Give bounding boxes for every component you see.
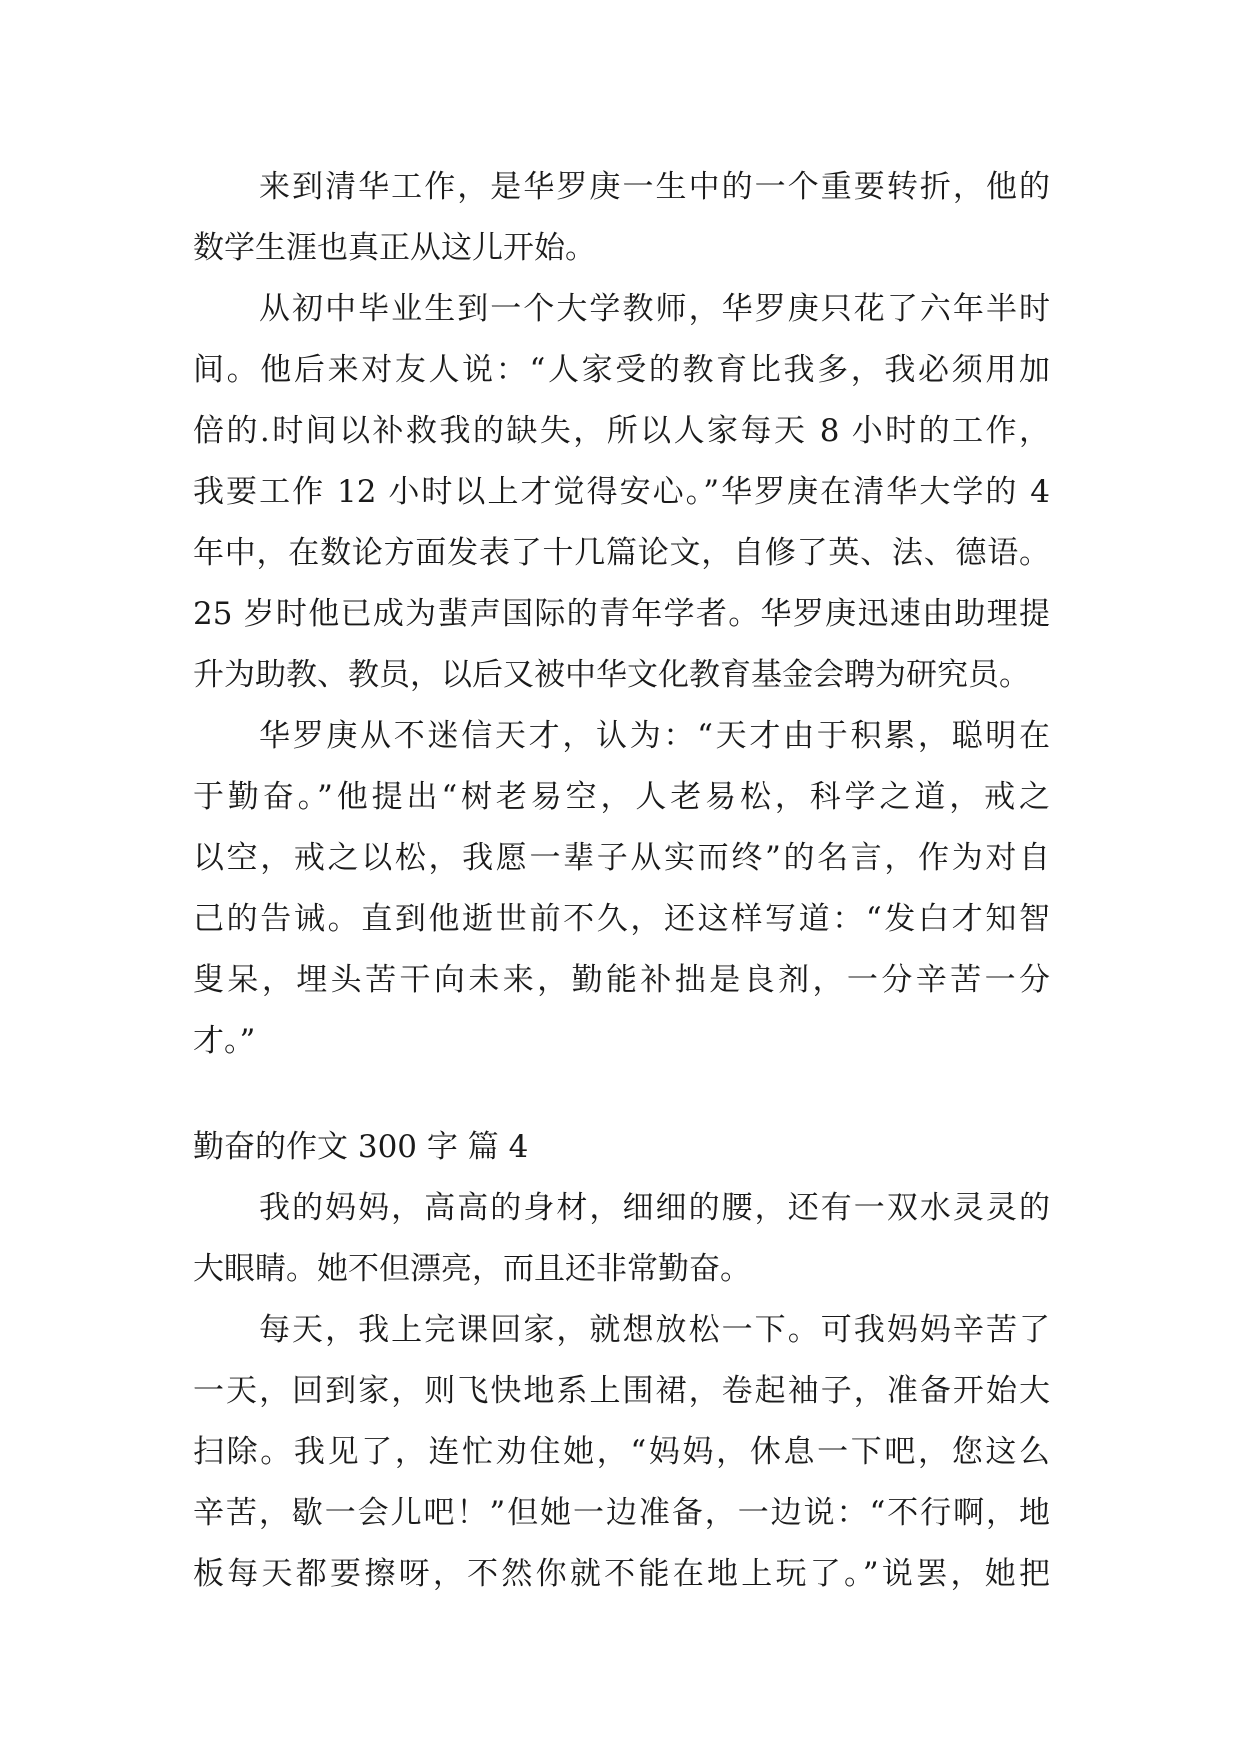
paragraph-line: 以空，戒之以松，我愿一辈子从实而终”的名言，作为对自 — [193, 840, 1050, 876]
paragraph-line: 我的妈妈，高高的身材，细细的腰，还有一双水灵灵的 — [259, 1190, 1050, 1226]
paragraph-line: 大眼睛。她不但漂亮，而且还非常勤奋。 — [193, 1251, 751, 1287]
paragraph-line: 叟呆，埋头苦干向未来，勤能补拙是良剂，一分辛苦一分 — [193, 962, 1050, 998]
paragraph-line: 每天，我上完课回家，就想放松一下。可我妈妈辛苦了 — [259, 1312, 1050, 1348]
paragraph-line: 年中，在数论方面发表了十几篇论文，自修了英、法、德语。 — [193, 535, 1050, 571]
paragraph-line: 于勤奋。”他提出“树老易空，人老易松，科学之道，戒之 — [193, 779, 1050, 815]
paragraph-line: 己的告诫。直到他逝世前不久，还这样写道：“发白才知智 — [193, 901, 1050, 937]
paragraph-line: 间。他后来对友人说：“人家受的教育比我多，我必须用加 — [193, 352, 1050, 388]
paragraph-line: 华罗庚从不迷信天才，认为：“天才由于积累，聪明在 — [259, 718, 1050, 754]
paragraph-line: 我要工作 12 小时以上才觉得安心。”华罗庚在清华大学的 4 — [193, 474, 1050, 510]
paragraph-line: 从初中毕业生到一个大学教师，华罗庚只花了六年半时 — [259, 291, 1050, 327]
paragraph-line: 辛苦，歇一会儿吧！”但她一边准备，一边说：“不行啊，地 — [193, 1495, 1050, 1531]
paragraph-line: 才。” — [193, 1023, 256, 1059]
paragraph-line: 25 岁时他已成为蜚声国际的青年学者。华罗庚迅速由助理提 — [193, 596, 1050, 632]
paragraph-line: 板每天都要擦呀，不然你就不能在地上玩了。”说罢，她把 — [193, 1556, 1050, 1592]
paragraph-line: 来到清华工作，是华罗庚一生中的一个重要转折，他的 — [259, 169, 1050, 205]
paragraph-line: 倍的.时间以补救我的缺失，所以人家每天 8 小时的工作， — [193, 413, 1050, 449]
section-heading: 勤奋的作文 300 字 篇 4 — [193, 1129, 529, 1165]
paragraph-line: 数学生涯也真正从这儿开始。 — [193, 230, 596, 266]
paragraph-line: 一天，回到家，则飞快地系上围裙，卷起袖子，准备开始大 — [193, 1373, 1050, 1409]
paragraph-line: 扫除。我见了，连忙劝住她，“妈妈，休息一下吧，您这么 — [193, 1434, 1050, 1470]
paragraph-line: 升为助教、教员，以后又被中华文化教育基金会聘为研究员。 — [193, 657, 1030, 693]
